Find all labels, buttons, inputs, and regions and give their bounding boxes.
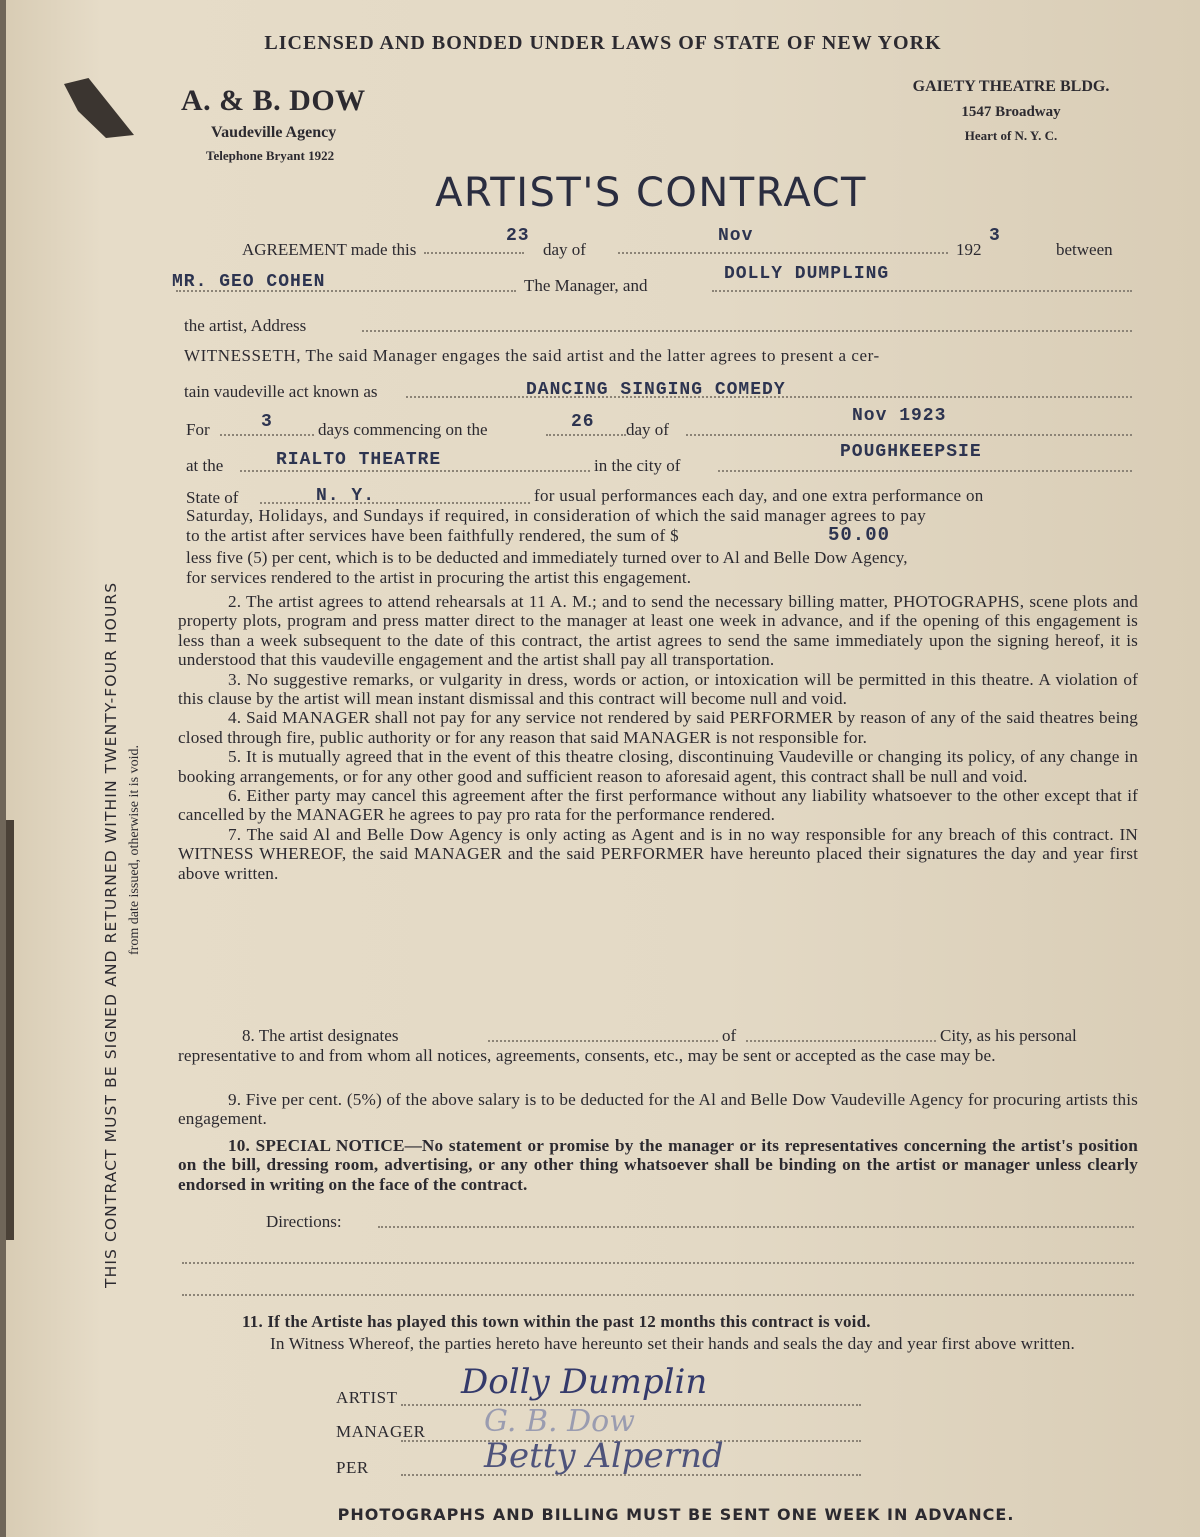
artist-name: DOLLY DUMPLING (724, 264, 890, 284)
city-name: POUGHKEEPSIE (840, 442, 982, 462)
month-value: Nov (718, 226, 754, 246)
clause1-d: less five (5) per cent, which is to be deducted and immediately turned over to Al and Belle Dow Agency, (186, 548, 908, 567)
year-prefix: 192 (956, 240, 982, 259)
designate-blank (488, 1040, 718, 1042)
clause-10: 10. SPECIAL NOTICE—No statement or promise by the manager or its representatives concerning the artist's position on the bill, dressing room, advertising, or any other thing whatsoever shall be binding on the artist or manager unless clearly endorsed in writing on the face of the contract. (178, 1136, 1138, 1194)
directions-line-2 (182, 1262, 1134, 1264)
theatre-name: RIALTO THEATRE (276, 450, 442, 470)
address-label: the artist, Address (184, 316, 307, 335)
clause1-a: for usual performances each day, and one extra performance on (534, 486, 984, 505)
agreement-label: AGREEMENT made this (242, 240, 417, 259)
clause1-b: Saturday, Holidays, and Sundays if required, in consideration of which the said manager agrees to pay (186, 506, 927, 525)
days-commencing-label: days commencing on the (318, 420, 488, 439)
witnesseth-line: WITNESSETH, The said Manager engages the said artist and the latter agrees to present a cer- (184, 346, 880, 365)
clause1-c: to the artist after services have been faithfully rendered, the sum of $ (186, 526, 679, 545)
month-blank (618, 252, 948, 254)
witness-text: In Witness Whereof, the parties hereto have hereunto set their hands and seals the day and year first above written. (270, 1334, 1075, 1353)
day-of2-label: day of (626, 420, 669, 439)
address-area: Heart of N. Y. C. (964, 128, 1058, 143)
state-label: State of (186, 488, 239, 507)
clause-8-continued: representative to and from whom all notices, agreements, consents, etc., may be sent or accepted as the case may be. (178, 1046, 996, 1065)
act-name: DANCING SINGING COMEDY (526, 380, 786, 400)
at-the-label: at the (186, 456, 224, 475)
start-day-blank (546, 434, 626, 436)
designate-city-blank (746, 1040, 936, 1042)
agency-telephone: Telephone Bryant 1922 (206, 148, 335, 163)
day-value: 23 (506, 226, 530, 246)
for-label: For (186, 420, 210, 439)
clause-2: 2. The artist agrees to attend rehearsals at 11 A. M.; and to send the necessary billing matter, PHOTOGRAPHS, scene plots and property plots, program and press matter direct to the manager at least one week in advance, and if the opening of this engagement is less than a week subsequent to the date of this contract, the artist agrees to send the same immediately upon the signing hereof, it is understood that this vaudeville engagement and the artist shall pay all transportation. (178, 592, 1138, 670)
clause-9: 9. Five per cent. (5%) of the above salary is to be deducted for the Al and Belle Dow Vaudeville Agency for procuring artists this engagement. (178, 1090, 1138, 1129)
artist-signature-image: Dolly Dumplin (461, 1362, 708, 1402)
directions-line-3 (182, 1294, 1134, 1296)
state-blank (260, 502, 530, 504)
contract-page (6, 0, 1200, 1537)
artist-blank (712, 290, 1132, 292)
manager-name: MR. GEO COHEN (172, 272, 326, 292)
clause-6: 6. Either party may cancel this agreement after the first performance without any liability whatsoever to the other except that if cancelled by the MANAGER he agrees to pay pro rata for the performance rendered. (178, 786, 1138, 825)
side-note-main: THIS CONTRACT MUST BE SIGNED AND RETURNED WITHIN TWENTY-FOUR HOURS (102, 581, 120, 1288)
per-signature-image: Betty Alpernd (484, 1436, 724, 1476)
start-month-year: Nov 1923 (852, 406, 947, 426)
clauses-body (178, 592, 1138, 883)
address-street: 1547 Broadway (961, 104, 1061, 120)
clause1-e: for services rendered to the artist in procuring the artist this engagement. (186, 568, 692, 587)
clause-11: 11. If the Artiste has played this town within the past 12 months this contract is void. (242, 1312, 871, 1331)
sum-value: 50.00 (828, 524, 891, 546)
clause8-of: of (722, 1026, 737, 1045)
the-manager-label: The Manager, and (524, 276, 648, 295)
license-line: LICENSED AND BONDED UNDER LAWS OF STATE OF NEW YORK (264, 32, 942, 54)
city-blank (718, 470, 1132, 472)
per-sig-label: PER (336, 1458, 369, 1477)
days-blank (220, 434, 314, 436)
damaged-edge (6, 820, 14, 1240)
manager-sig-label: MANAGER (336, 1422, 426, 1441)
address-building: GAIETY THEATRE BLDG. (912, 78, 1110, 95)
side-note-sub: from date issued, otherwise it is void. (127, 745, 142, 955)
torn-corner (64, 78, 134, 138)
agency-type: Vaudeville Agency (211, 124, 337, 141)
year-digit: 3 (989, 226, 1001, 246)
manager-signature-image: G. B. Dow (484, 1404, 635, 1439)
act-label: tain vaudeville act known as (184, 382, 378, 401)
clause-4: 4. Said MANAGER shall not pay for any service not rendered by said PERFORMER by reason of any of the said theatres being closed through fire, public authority or for any reason that said MANAGER is not responsible for. (178, 708, 1138, 747)
directions-line-1 (378, 1226, 1134, 1228)
days-count: 3 (261, 412, 273, 432)
start-month-blank (686, 434, 1132, 436)
directions-label: Directions: (266, 1212, 342, 1231)
day-blank (424, 252, 524, 254)
day-of-label: day of (543, 240, 586, 259)
clause9-block (178, 1090, 1138, 1129)
state-value: N. Y. (316, 486, 376, 506)
witness-block (178, 1334, 1138, 1353)
artist-sig-label: ARTIST (336, 1388, 398, 1407)
agency-name: A. & B. DOW (181, 84, 366, 117)
clause-3: 3. No suggestive remarks, or vulgarity in dress, words or action, or intoxication will be permitted in this theatre. A violation of this clause by the artist will mean instant dismissal and this contract will become null and void. (178, 669, 1138, 709)
clause-5: 5. It is mutually agreed that in the event of this theatre closing, discontinuing Vaudeville or changing its policy, of any change in booking arrangements, or for any other good and sufficient reason to aforesaid agent, this contract shall be null and void. (178, 747, 1138, 786)
start-day: 26 (571, 412, 595, 432)
in-city-label: in the city of (594, 456, 681, 475)
footer-notice: PHOTOGRAPHS AND BILLING MUST BE SENT ONE WEEK IN ADVANCE. (337, 1505, 1015, 1524)
address-blank (362, 330, 1132, 332)
clause-7: 7. The said Al and Belle Dow Agency is only acting as Agent and is in no way responsible for any breach of this contract. IN WITNESS WHEREOF, the said MANAGER and the said PERFORMER have hereunto placed their signatures the day and year first above written. (178, 824, 1138, 883)
clause8-a: 8. The artist designates (242, 1026, 399, 1045)
page-title: ARTIST'S CONTRACT (435, 170, 867, 216)
clause8-b: City, as his personal (940, 1026, 1077, 1045)
clause10-block (178, 1136, 1138, 1194)
theatre-blank (240, 470, 590, 472)
between-label: between (1056, 240, 1113, 259)
clause8-cont (178, 1046, 1138, 1065)
